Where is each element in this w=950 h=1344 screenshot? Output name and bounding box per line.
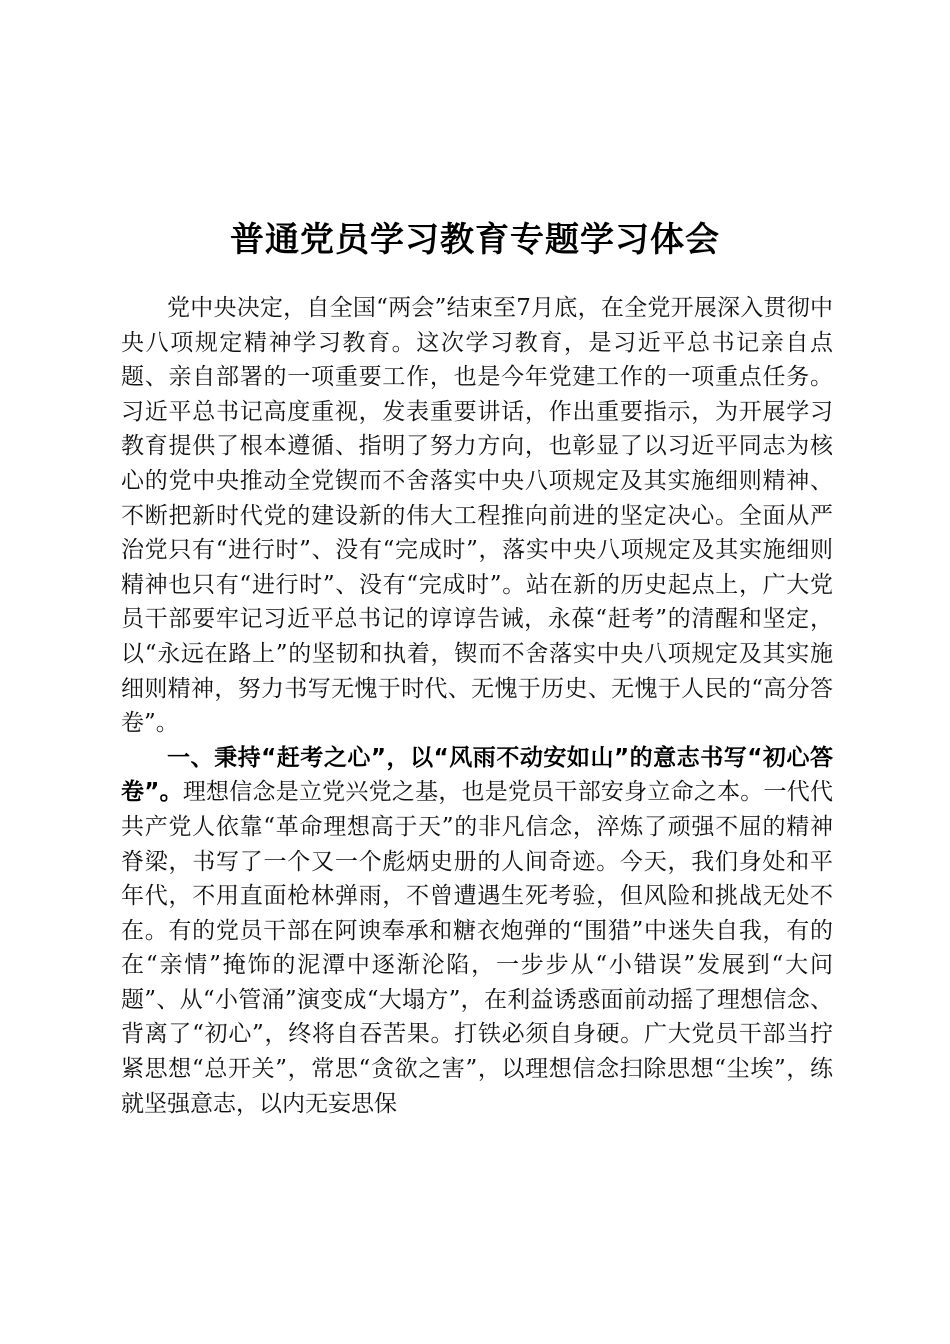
paragraph-text: 党中央决定，自全国“两会”结束至7月底，在全党开展深入贯彻中央八项规定精神学习教育。这次学习教育，是习近平总书记亲自点题、亲自部署的一项重要工作，也是今年党建工作的一项重点任务。习近平总书记高度重视，发表重要讲话，作出重要指示，为开展学习教育提供了根本遵循、指明了努力方向，也彰显了以习近平同志为核心的党中央推动全党锲而不舍落实中央八项规定及其实施细则精神、不断把新时代党的建设新的伟大工程推向前进的坚定决心。全面从严治党只有“进行时”、没有“完成时”，落实中央八项规定及其实施细则精神也只有“进行时”、没有“完成时”。站在新的历史起点上，广大党员干部要牢记习近平总书记的谆谆告诫，永葆“赶考”的清醒和坚定，以“永远在路上”的坚韧和执着，锲而不舍落实中央八项规定及其实施细则精神，努力书写无愧于时代、无愧于历史、无愧于人民的“高分答卷”。 [121,295,833,737]
document-title: 普通党员学习教育专题学习体会 [230,219,720,260]
document-body [121,291,833,1121]
paragraph-section-1 [121,741,833,1122]
paragraph-text: 理想信念是立党兴党之基，也是党员干部安身立命之本。一代代共产党人依靠“革命理想高于天”的非凡信念，淬炼了顽强不屈的精神脊梁，书写了一个又一个彪炳史册的人间奇迹。今天，我们身处和平年代，不用直面枪林弹雨，不曾遭遇生死考验，但风险和挑战无处不在。有的党员干部在阿谀奉承和糖衣炮弹的“围猎”中迷失自我，有的在“亲情”掩饰的泥潭中逐渐沦陷，一步步从“小错误”发展到“大问题”、从“小管涌”演变成“大塌方”，在利益诱惑面前动摇了理想信念、背离了“初心”，终将自吞苦果。打铁必须自身硬。广大党员干部当拧紧思想“总开关”，常思“贪欲之害”，以理想信念扫除思想“尘埃”，练就坚强意志，以内无妄思保 [121,779,833,1117]
section-heading: 一、秉持“赶考之心”，以“风雨不动安如山”的意志书写“初心答卷”。 [121,744,833,806]
paragraph-intro [121,291,833,741]
